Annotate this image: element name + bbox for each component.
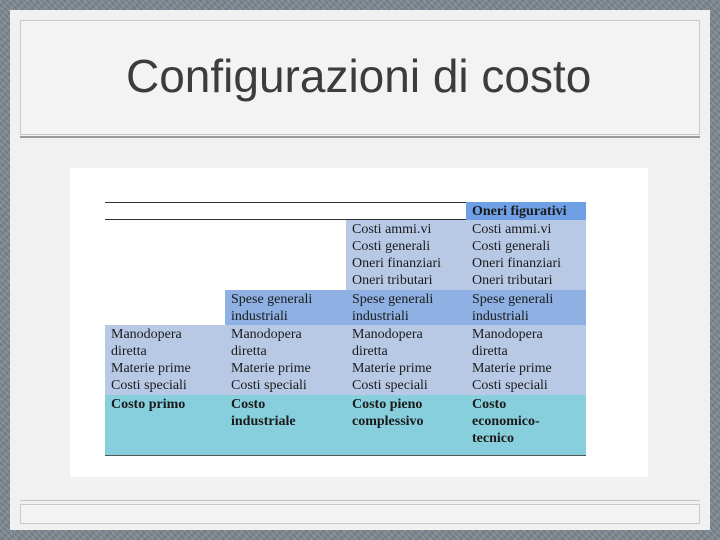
col1-base-cell: Manodopera diretta Materie prime Costi speciali xyxy=(105,325,225,395)
header-oneri-figurativi: Oneri figurativi xyxy=(466,202,586,220)
title-placeholder[interactable] xyxy=(20,20,700,135)
col4-base-cell: Manodopera diretta Materie prime Costi speciali xyxy=(466,325,586,395)
footer-placeholder xyxy=(20,504,700,524)
title-divider xyxy=(20,136,700,138)
cost-configuration-table xyxy=(70,168,648,477)
total-costo-economico-tecnico: Costo economico- tecnico xyxy=(466,395,586,455)
total-costo-primo: Costo primo xyxy=(105,395,225,455)
slide-title: Configurazioni di costo xyxy=(126,50,592,102)
col3-spese-cell: Spese generali industriali xyxy=(346,290,466,325)
col3-oneri-cell: Costi ammi.vi Costi generali Oneri finanziari Oneri tributari xyxy=(346,220,466,290)
col3-base-cell: Manodopera diretta Materie prime Costi speciali xyxy=(346,325,466,395)
total-costo-pieno: Costo pieno complessivo xyxy=(346,395,466,455)
col4-oneri-cell: Costi ammi.vi Costi generali Oneri finanziari Oneri tributari xyxy=(466,220,586,290)
total-costo-industriale: Costo industriale xyxy=(225,395,346,455)
slide xyxy=(10,10,710,530)
col2-base-cell: Manodopera diretta Materie prime Costi speciali xyxy=(225,325,346,395)
bottom-rule xyxy=(105,455,586,456)
footer-divider xyxy=(20,500,700,501)
col4-spese-cell: Spese generali industriali xyxy=(466,290,586,325)
col2-spese-cell: Spese generali industriali xyxy=(225,290,346,325)
